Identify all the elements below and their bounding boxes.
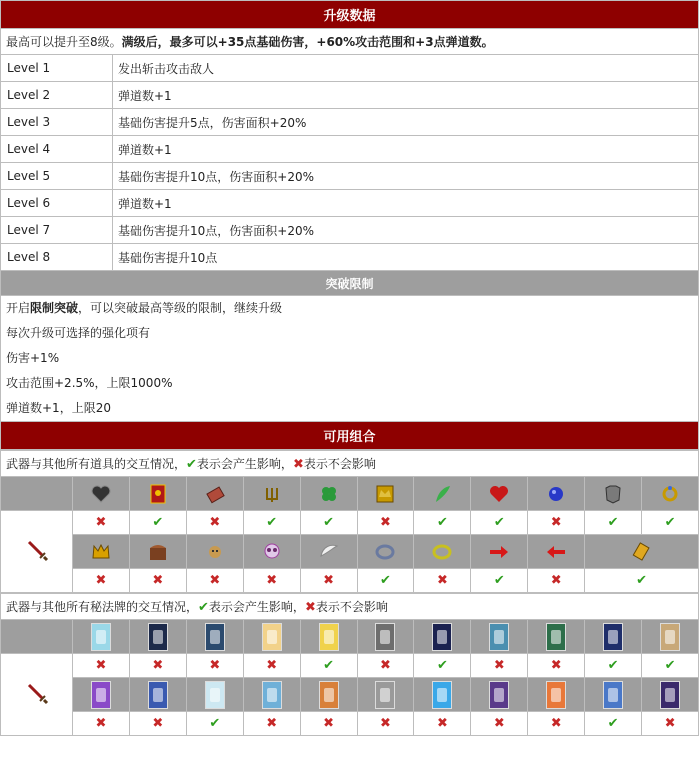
arcana-card-icon xyxy=(432,623,452,651)
cross-icon: ✖ xyxy=(292,457,304,472)
mark-cell xyxy=(471,712,528,736)
level-name: Level 5 xyxy=(1,163,113,190)
check-icon: ✔ xyxy=(198,600,209,615)
check-icon: ✔ xyxy=(607,515,619,530)
cross-icon: ✖ xyxy=(266,658,278,673)
item-cell[interactable] xyxy=(528,477,585,511)
check-icon: ✔ xyxy=(380,573,391,588)
item-cell[interactable] xyxy=(585,477,642,511)
mark-cell xyxy=(300,712,357,736)
icon-row xyxy=(1,535,699,569)
check-icon: ✔ xyxy=(493,573,505,588)
mark-cell xyxy=(471,569,528,593)
arcana-card-icon xyxy=(603,681,623,709)
card-cell[interactable] xyxy=(186,620,243,654)
arcana-card-icon xyxy=(91,681,111,709)
cross-icon: ✖ xyxy=(664,716,676,731)
card-cell[interactable] xyxy=(129,678,186,712)
wings-icon xyxy=(317,540,341,564)
level-name: Level 1 xyxy=(1,55,113,82)
level-row xyxy=(1,217,699,244)
mark-cell xyxy=(243,569,300,593)
icon-row-blank xyxy=(1,477,73,511)
red-arrow-right-icon xyxy=(487,540,511,564)
mark-cell xyxy=(129,511,186,535)
cards-combo-table xyxy=(0,593,699,736)
mark-cell xyxy=(585,712,642,736)
cross-icon: ✖ xyxy=(380,515,391,530)
cross-icon: ✖ xyxy=(209,658,221,673)
limit-line-4: 攻击范围+2.5%，上限1000% xyxy=(6,376,173,390)
mark-cell xyxy=(300,511,357,535)
item-cell[interactable] xyxy=(243,477,300,511)
cross-icon: ✖ xyxy=(493,658,505,673)
mark-cell xyxy=(186,511,243,535)
intro-text: 最高可以提升至8级。 xyxy=(6,35,122,49)
intro-text: 表示不会影响 xyxy=(303,457,376,471)
card-cell[interactable] xyxy=(528,678,585,712)
level-desc: 发出斩击攻击敌人 xyxy=(113,55,699,82)
mark-cell xyxy=(73,569,130,593)
mark-cell xyxy=(300,654,357,678)
mark-cell xyxy=(471,511,528,535)
check-icon: ✔ xyxy=(152,515,164,530)
card-cell[interactable] xyxy=(300,620,357,654)
level-desc: 基础伤害提升10点，伤害面积+20% xyxy=(113,217,699,244)
icon-row xyxy=(1,477,699,511)
level-row xyxy=(1,82,699,109)
level-desc: 弹道数+1 xyxy=(113,82,699,109)
cross-icon: ✖ xyxy=(550,658,562,673)
card-cell[interactable] xyxy=(357,678,414,712)
check-icon: ✔ xyxy=(664,515,676,530)
feather-icon xyxy=(430,482,454,506)
cross-icon: ✖ xyxy=(323,716,335,731)
mark-cell xyxy=(471,654,528,678)
card-cell[interactable] xyxy=(414,620,471,654)
mark-cell xyxy=(357,511,414,535)
card-cell[interactable] xyxy=(243,678,300,712)
arcana-card-icon xyxy=(489,623,509,651)
check-icon: ✔ xyxy=(607,658,619,673)
cross-icon: ✖ xyxy=(95,658,107,673)
cross-icon: ✖ xyxy=(323,573,335,588)
silver-ring-icon xyxy=(373,540,397,564)
cross-icon: ✖ xyxy=(550,716,562,731)
gold-ring-icon xyxy=(430,540,454,564)
mark-cell xyxy=(129,712,186,736)
arcana-card-icon xyxy=(148,681,168,709)
level-name: Level 7 xyxy=(1,217,113,244)
treasure-chest-icon xyxy=(146,540,170,564)
item-cell[interactable] xyxy=(528,535,585,569)
arcana-card-icon xyxy=(489,681,509,709)
mark-cell xyxy=(414,712,471,736)
cross-icon: ✖ xyxy=(95,716,107,731)
mark-cell xyxy=(300,569,357,593)
sword-weapon-icon xyxy=(25,538,49,562)
arcana-card-icon xyxy=(432,681,452,709)
item-cell[interactable] xyxy=(414,535,471,569)
arcana-card-icon xyxy=(319,623,339,651)
mark-cell xyxy=(73,654,130,678)
limit-text: ，可以突破最高等级的限制，继续升级 xyxy=(78,301,283,315)
check-icon: ✔ xyxy=(607,716,619,731)
card-cell[interactable] xyxy=(414,678,471,712)
mark-cell xyxy=(585,511,642,535)
limit-line-2: 每次升级可选择的强化项有 xyxy=(6,326,151,340)
cross-icon: ✖ xyxy=(95,515,107,530)
card-cell[interactable] xyxy=(642,620,699,654)
arcana-card-icon xyxy=(660,623,680,651)
card-cell[interactable] xyxy=(357,620,414,654)
item-cell[interactable] xyxy=(357,477,414,511)
mark-cell xyxy=(528,569,585,593)
item-cell[interactable] xyxy=(73,477,130,511)
arcana-card-icon xyxy=(546,623,566,651)
level-row xyxy=(1,109,699,136)
check-icon: ✔ xyxy=(493,515,505,530)
ring-icon xyxy=(658,482,682,506)
item-cell[interactable] xyxy=(186,535,243,569)
mark-cell xyxy=(357,712,414,736)
heart-frame-icon xyxy=(89,482,113,506)
blue-orb-icon xyxy=(544,482,568,506)
arcana-card-icon xyxy=(91,623,111,651)
mark-cell xyxy=(357,569,414,593)
mark-row xyxy=(1,511,699,535)
card-cell[interactable] xyxy=(585,620,642,654)
card-cell[interactable] xyxy=(642,678,699,712)
item-cell[interactable] xyxy=(129,535,186,569)
arcana-card-icon xyxy=(262,681,282,709)
item-cell[interactable] xyxy=(357,535,414,569)
icon-row xyxy=(1,678,699,712)
item-cell[interactable] xyxy=(300,535,357,569)
mark-cell xyxy=(585,654,642,678)
level-desc: 弹道数+1 xyxy=(113,136,699,163)
items-intro xyxy=(1,451,699,477)
cross-icon: ✖ xyxy=(436,573,448,588)
mark-row xyxy=(1,712,699,736)
level-row xyxy=(1,136,699,163)
item-cell[interactable] xyxy=(585,535,699,569)
limit-break-link: 限制突破 xyxy=(30,301,79,315)
check-icon: ✔ xyxy=(323,515,335,530)
card-cell[interactable] xyxy=(585,678,642,712)
level-row xyxy=(1,163,699,190)
cross-icon: ✖ xyxy=(380,716,391,731)
card-cell[interactable] xyxy=(129,620,186,654)
mark-cell xyxy=(186,654,243,678)
level-name: Level 6 xyxy=(1,190,113,217)
card-cell[interactable] xyxy=(73,620,130,654)
level-desc: 基础伤害提升10点 xyxy=(113,244,699,271)
limit-section xyxy=(1,296,699,422)
mark-cell xyxy=(528,511,585,535)
weapon-cell xyxy=(1,654,73,736)
level-name: Level 8 xyxy=(1,244,113,271)
cross-icon: ✖ xyxy=(550,573,562,588)
arcana-card-icon xyxy=(375,681,395,709)
check-icon: ✔ xyxy=(186,457,197,472)
intro-text: 表示会产生影响， xyxy=(208,600,305,614)
item-cell[interactable] xyxy=(300,477,357,511)
icon-row xyxy=(1,620,699,654)
cross-icon: ✖ xyxy=(152,573,164,588)
arcana-card-icon xyxy=(603,623,623,651)
mark-cell xyxy=(186,712,243,736)
level-row xyxy=(1,55,699,82)
crown-box-icon xyxy=(373,482,397,506)
mark-cell xyxy=(642,712,699,736)
intro-text: 武器与其他所有秘法牌的交互情况， xyxy=(6,600,199,614)
card-cell[interactable] xyxy=(471,678,528,712)
cross-icon: ✖ xyxy=(550,515,562,530)
limit-line-5: 弹道数+1，上限20 xyxy=(6,401,111,415)
items-combo-table xyxy=(0,450,699,593)
combos-header: 可用组合 xyxy=(1,422,699,450)
arcana-card-icon xyxy=(375,623,395,651)
armor-icon xyxy=(601,482,625,506)
mark-cell xyxy=(243,654,300,678)
candelabra-icon xyxy=(260,482,284,506)
mark-row xyxy=(1,654,699,678)
card-cell[interactable] xyxy=(471,620,528,654)
limit-line-1 xyxy=(1,296,698,321)
mark-cell xyxy=(243,511,300,535)
level-name: Level 2 xyxy=(1,82,113,109)
cross-icon: ✖ xyxy=(152,716,164,731)
mark-cell xyxy=(414,511,471,535)
arcana-card-icon xyxy=(319,681,339,709)
mark-cell xyxy=(414,654,471,678)
item-cell[interactable] xyxy=(471,535,528,569)
gold-crown-icon xyxy=(89,540,113,564)
mark-cell xyxy=(357,654,414,678)
limit-header: 突破限制 xyxy=(1,271,699,296)
check-icon: ✔ xyxy=(664,658,676,673)
check-icon: ✔ xyxy=(436,515,448,530)
mark-cell xyxy=(129,569,186,593)
cross-icon: ✖ xyxy=(266,573,278,588)
mark-cell xyxy=(642,511,699,535)
mark-cell xyxy=(642,654,699,678)
card-cell[interactable] xyxy=(243,620,300,654)
red-book-icon xyxy=(146,482,170,506)
level-row xyxy=(1,190,699,217)
mark-cell xyxy=(414,569,471,593)
intro-text: 表示不会影响 xyxy=(315,600,388,614)
arcana-card-icon xyxy=(205,623,225,651)
item-cell[interactable] xyxy=(186,477,243,511)
arcana-card-icon xyxy=(262,623,282,651)
cross-icon: ✖ xyxy=(266,716,278,731)
item-cell[interactable] xyxy=(73,535,130,569)
cards-intro xyxy=(1,594,699,620)
red-heart-icon xyxy=(487,482,511,506)
gold-bar-icon xyxy=(630,540,654,564)
check-icon: ✔ xyxy=(436,658,448,673)
mark-cell xyxy=(186,569,243,593)
cross-icon: ✖ xyxy=(152,658,164,673)
card-cell[interactable] xyxy=(73,678,130,712)
mark-cell xyxy=(528,712,585,736)
mark-cell xyxy=(73,712,130,736)
intro-text: 武器与其他所有道具的交互情况， xyxy=(6,457,187,471)
item-cell[interactable] xyxy=(642,477,699,511)
card-cell[interactable] xyxy=(300,678,357,712)
check-icon: ✔ xyxy=(266,515,278,530)
level-name: Level 3 xyxy=(1,109,113,136)
limit-text: 开启 xyxy=(6,301,31,315)
cross-icon: ✖ xyxy=(304,600,316,615)
item-cell[interactable] xyxy=(414,477,471,511)
item-cell[interactable] xyxy=(471,477,528,511)
purple-skull-icon xyxy=(260,540,284,564)
mark-cell xyxy=(585,569,699,593)
mark-cell xyxy=(129,654,186,678)
level-desc: 基础伤害提升5点，伤害面积+20% xyxy=(113,109,699,136)
arcana-card-icon xyxy=(148,623,168,651)
mark-cell xyxy=(243,712,300,736)
check-icon: ✔ xyxy=(636,573,648,588)
gauntlet-icon xyxy=(203,482,227,506)
check-icon: ✔ xyxy=(323,658,335,673)
cross-icon: ✖ xyxy=(209,573,221,588)
item-cell[interactable] xyxy=(129,477,186,511)
cross-icon: ✖ xyxy=(95,573,107,588)
mark-cell xyxy=(528,654,585,678)
icon-row-blank xyxy=(1,620,73,654)
intro-text: 表示会产生影响， xyxy=(196,457,293,471)
sword-weapon-icon xyxy=(25,681,49,705)
cross-icon: ✖ xyxy=(380,658,391,673)
weapon-cell xyxy=(1,511,73,593)
intro-bold-text: 满级后，最多可以+35点基础伤害，+60%攻击范围和+3点弹道数。 xyxy=(121,35,494,49)
mark-cell xyxy=(73,511,130,535)
cross-icon: ✖ xyxy=(436,716,448,731)
level-row xyxy=(1,244,699,271)
cross-icon: ✖ xyxy=(209,515,221,530)
card-cell[interactable] xyxy=(186,678,243,712)
arcana-card-icon xyxy=(205,681,225,709)
upgrade-intro xyxy=(1,29,699,55)
red-arrow-left-icon xyxy=(544,540,568,564)
level-name: Level 4 xyxy=(1,136,113,163)
level-desc: 基础伤害提升10点，伤害面积+20% xyxy=(113,163,699,190)
cross-icon: ✖ xyxy=(493,716,505,731)
mark-row xyxy=(1,569,699,593)
card-cell[interactable] xyxy=(528,620,585,654)
check-icon: ✔ xyxy=(209,716,221,731)
limit-line-3: 伤害+1% xyxy=(6,351,60,365)
upgrade-header: 升级数据 xyxy=(1,1,699,29)
arcana-card-icon xyxy=(546,681,566,709)
clover-icon xyxy=(317,482,341,506)
arcana-card-icon xyxy=(660,681,680,709)
skull-mask-icon xyxy=(203,540,227,564)
level-desc: 弹道数+1 xyxy=(113,190,699,217)
item-cell[interactable] xyxy=(243,535,300,569)
